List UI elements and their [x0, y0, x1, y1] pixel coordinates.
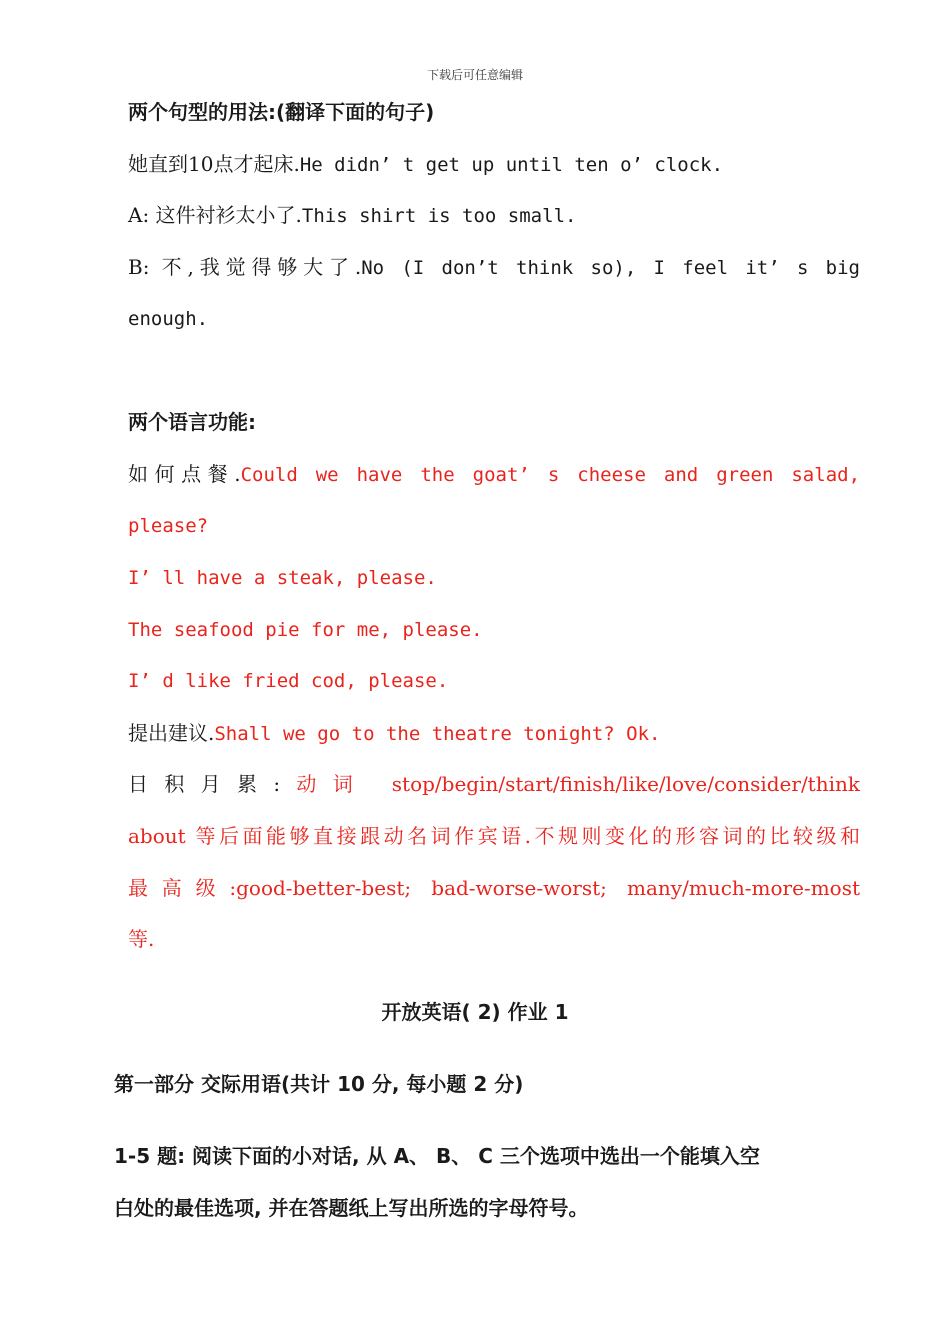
ordering-line-2: please? [128, 515, 209, 537]
homework-title: 开放英语( 2) 作业 1 [381, 1000, 569, 1024]
sentence-1-chinese: 她直到10点才起床. [128, 152, 300, 176]
accumulation-line-4: 等. [128, 927, 155, 951]
suggestion-label: 提出建议. [128, 721, 215, 745]
sentence-3-english: No (I don’t think so), I feel it’ s big [361, 257, 860, 279]
sentence-2-english: This shirt is too small. [301, 205, 577, 227]
sentence-line-4: enough. [128, 308, 209, 330]
accumulation-label: 日积月累: [128, 772, 281, 796]
accumulation-text-1: 动词 stop/begin/start/finish/like/love/consider/think [280, 772, 860, 796]
sentence-1-english: He didn’ t get up until ten o’ clock. [299, 154, 724, 176]
sentence-3-chinese: B: 不,我觉得够大了. [128, 255, 362, 279]
question-instruction-line-1: 1-5 题: 阅读下面的小对话, 从 A、 B、 C 三个选项中选出一个能填入空 [114, 1144, 760, 1168]
suggestion-line [128, 721, 860, 746]
section-title-sentence-patterns: 两个句型的用法:(翻译下面的句子) [128, 100, 435, 124]
ordering-line-3: I’ ll have a steak, please. [128, 567, 437, 589]
ordering-line-4: The seafood pie for me, please. [128, 619, 483, 641]
ordering-line-5: I’ d like fried cod, please. [128, 670, 449, 692]
sentence-line-3 [128, 255, 860, 280]
sentence-line-2 [128, 203, 860, 228]
suggestion-example: Shall we go to the theatre tonight? Ok. [214, 723, 661, 745]
page-header: 下载后可任意编辑 [426, 68, 523, 82]
accumulation-line-2: about 等后面能够直接跟动名词作宾语.不规则变化的形容词的比较级和 [128, 824, 860, 848]
question-instruction-line-2: 白处的最佳选项, 并在答题纸上写出所选的字母符号。 [114, 1196, 589, 1220]
ordering-example-1: Could we have the goat’ s cheese and green salad, [240, 464, 861, 486]
ordering-label: 如何点餐. [128, 462, 241, 486]
sentence-line-1 [128, 152, 860, 177]
accumulation-line-1 [128, 772, 860, 796]
section-title-language-functions: 两个语言功能: [128, 410, 256, 434]
accumulation-line-3: 最高级:good-better-best; bad-worse-worst; many/much-more-most [128, 876, 860, 900]
sentence-2-chinese: A: 这件衬衫太小了. [128, 203, 302, 227]
ordering-line-1 [128, 462, 860, 487]
part-one-heading: 第一部分 交际用语(共计 10 分, 每小题 2 分) [114, 1072, 524, 1096]
